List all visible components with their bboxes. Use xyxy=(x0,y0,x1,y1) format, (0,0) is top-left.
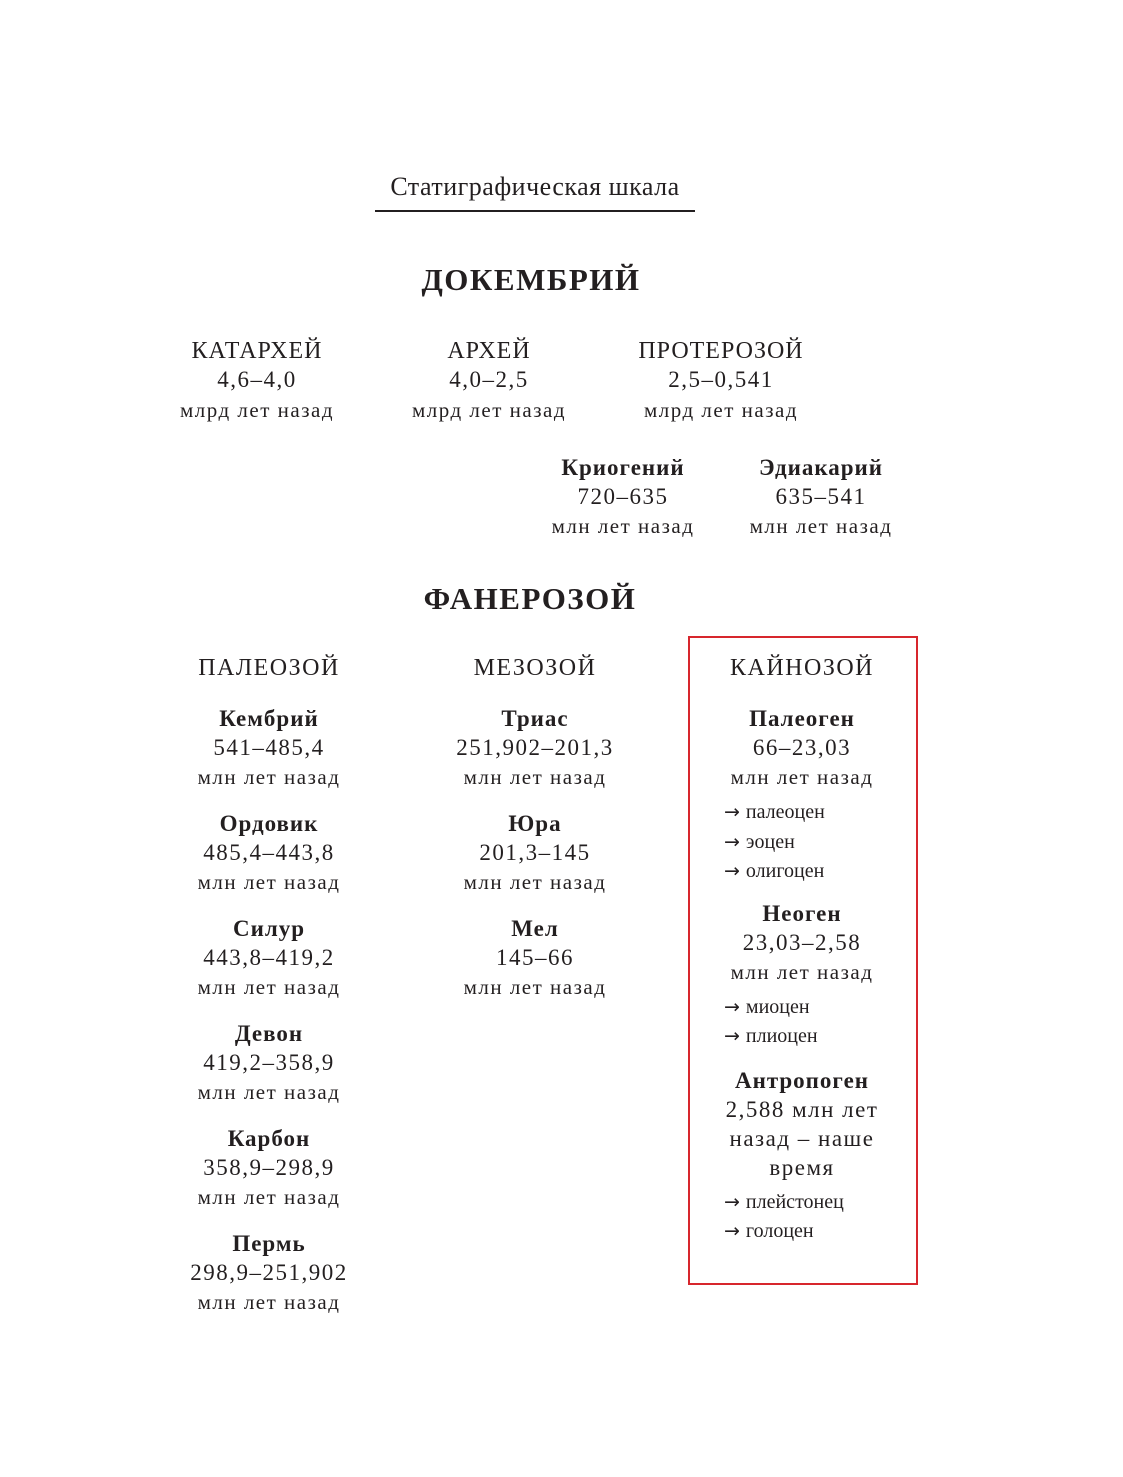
era-name: МЕЗОЗОЙ xyxy=(473,655,597,681)
period-name: Мел xyxy=(511,916,559,941)
epoch-list xyxy=(690,993,914,1052)
period-name: Силур xyxy=(232,916,306,941)
period-cryogenian xyxy=(528,453,718,541)
period-name: Пермь xyxy=(232,1231,306,1256)
period-cambrian xyxy=(164,704,374,792)
period-ediacaran xyxy=(726,453,916,541)
arrow-right-icon: → xyxy=(724,1025,740,1047)
period-range: 419,2–358,9 xyxy=(203,1050,335,1075)
period-paleogene xyxy=(690,704,914,887)
period-silurian xyxy=(164,914,374,1002)
epoch-name: голоцен xyxy=(745,1220,814,1242)
precambrian-title: ДОКЕМБРИЙ xyxy=(421,262,641,297)
era-paleozoic xyxy=(164,655,374,1334)
epoch-item xyxy=(724,857,914,887)
period-carboniferous xyxy=(164,1124,374,1212)
era-name: ПАЛЕОЗОЙ xyxy=(198,655,340,681)
epoch-name: олигоцен xyxy=(745,860,825,882)
period-range: 720–635 xyxy=(577,484,669,509)
period-range: 145–66 xyxy=(496,945,574,970)
eon-unit: млрд лет назад xyxy=(179,398,334,422)
page-title: Статиграфическая шкала xyxy=(375,172,695,212)
arrow-right-icon: → xyxy=(724,1220,740,1242)
arrow-right-icon: → xyxy=(724,830,740,853)
period-name: Антропоген xyxy=(734,1067,870,1093)
arrow-right-icon: → xyxy=(724,801,740,823)
period-name: Эдиакарий xyxy=(758,455,884,480)
period-unit: млн лет назад xyxy=(463,870,607,894)
epoch-name: плейстонец xyxy=(745,1190,844,1213)
period-name: Криогений xyxy=(561,455,685,480)
period-unit: млн лет назад xyxy=(197,1080,341,1104)
eon-unit: млрд лет назад xyxy=(643,398,798,422)
epoch-name: эоцен xyxy=(745,830,795,853)
period-devonian xyxy=(164,1019,374,1107)
eon-name: ПРОТЕРОЗОЙ xyxy=(638,338,804,364)
epoch-name: плиоцен xyxy=(745,1025,818,1047)
epoch-item xyxy=(724,993,914,1023)
eon-name: КАТАРХЕЙ xyxy=(191,338,323,364)
epoch-list xyxy=(690,798,914,887)
period-name: Карбон xyxy=(227,1126,311,1151)
era-name: КАЙНОЗОЙ xyxy=(729,655,875,681)
period-range-line: назад – наше xyxy=(729,1125,875,1151)
eon-unit: млрд лет назад xyxy=(411,398,566,422)
period-range: 251,902–201,3 xyxy=(456,735,614,760)
eon-range: 4,6–4,0 xyxy=(217,367,297,392)
period-name: Палеоген xyxy=(749,706,855,731)
era-mesozoic xyxy=(425,655,645,1019)
eon-proterozoic xyxy=(611,337,831,425)
period-range: 201,3–145 xyxy=(479,840,591,865)
period-name: Кембрий xyxy=(219,706,319,731)
period-neogene xyxy=(690,899,914,1052)
period-unit: млн лет назад xyxy=(197,1290,341,1314)
period-permian xyxy=(164,1229,374,1317)
period-triassic xyxy=(425,704,645,792)
epoch-item xyxy=(724,1188,914,1218)
eon-archean xyxy=(389,337,589,425)
period-name: Триас xyxy=(501,706,569,731)
period-range: 358,9–298,9 xyxy=(203,1155,335,1180)
epoch-name: палеоцен xyxy=(745,801,825,823)
period-name: Юра xyxy=(508,811,562,836)
period-range-line: время xyxy=(769,1154,835,1180)
eon-range: 2,5–0,541 xyxy=(668,367,774,392)
epoch-item xyxy=(724,828,914,858)
period-ordovician xyxy=(164,809,374,897)
epoch-item xyxy=(724,798,914,828)
eon-name: АРХЕЙ xyxy=(447,338,531,364)
epoch-item xyxy=(724,1022,914,1052)
period-unit: млн лет назад xyxy=(197,765,341,789)
epoch-list xyxy=(690,1188,914,1247)
phanerozoic-title: ФАНЕРОЗОЙ xyxy=(423,581,637,616)
period-range-line: 2,588 млн лет xyxy=(725,1096,879,1122)
period-unit: млн лет назад xyxy=(730,765,874,789)
period-unit: млн лет назад xyxy=(749,514,893,538)
period-name: Девон xyxy=(234,1021,304,1046)
era-cenozoic xyxy=(690,655,914,1264)
period-unit: млн лет назад xyxy=(197,870,341,894)
epoch-name: миоцен xyxy=(745,995,810,1018)
eon-range: 4,0–2,5 xyxy=(449,367,529,392)
period-unit: млн лет назад xyxy=(463,975,607,999)
period-range: 635–541 xyxy=(775,484,867,509)
period-cretaceous xyxy=(425,914,645,1002)
arrow-right-icon: → xyxy=(724,995,740,1018)
period-name: Ордовик xyxy=(219,811,319,836)
arrow-right-icon: → xyxy=(724,860,740,882)
period-unit: млн лет назад xyxy=(197,1185,341,1209)
epoch-item xyxy=(724,1217,914,1247)
arrow-right-icon: → xyxy=(724,1190,740,1213)
period-range: 298,9–251,902 xyxy=(190,1260,348,1285)
period-range: 541–485,4 xyxy=(213,735,325,760)
period-unit: млн лет назад xyxy=(551,514,695,538)
period-jurassic xyxy=(425,809,645,897)
period-range: 23,03–2,58 xyxy=(742,929,862,955)
eon-katarchean xyxy=(157,337,357,425)
period-unit: млн лет назад xyxy=(730,959,874,984)
period-anthropogene xyxy=(690,1066,914,1247)
period-range: 66–23,03 xyxy=(752,735,852,760)
period-range: 443,8–419,2 xyxy=(203,945,335,970)
period-unit: млн лет назад xyxy=(197,975,341,999)
period-range: 485,4–443,8 xyxy=(203,840,335,865)
period-name: Неоген xyxy=(762,900,842,926)
period-unit: млн лет назад xyxy=(463,765,607,789)
